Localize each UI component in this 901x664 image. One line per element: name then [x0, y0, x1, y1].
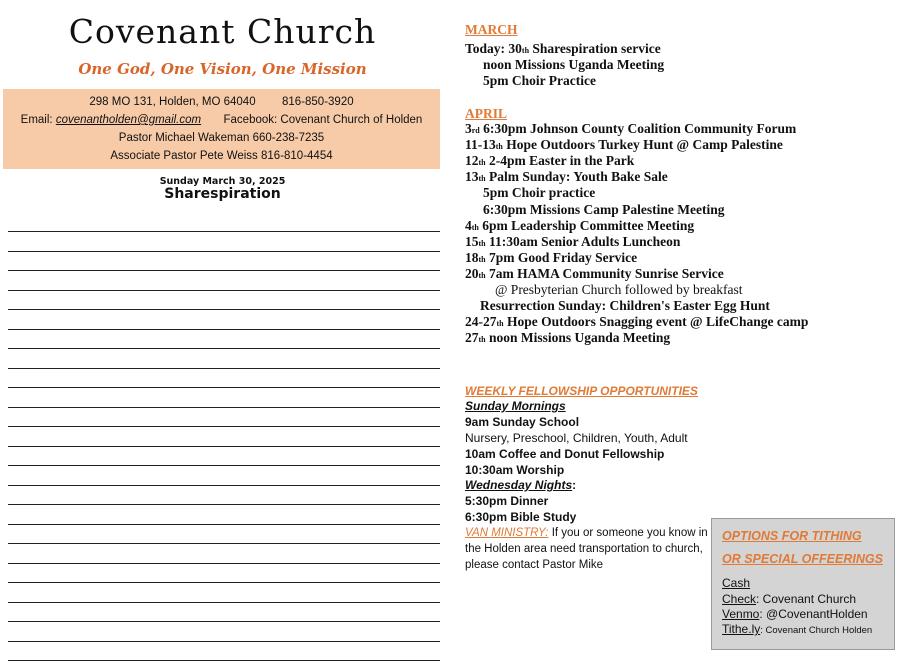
tithely-label: Tithe.ly — [722, 622, 761, 636]
event-item — [483, 73, 596, 89]
event-text: noon Missions Uganda Meeting — [485, 330, 671, 346]
event-day: Today: 30 — [465, 41, 522, 56]
event-day: 3 — [465, 121, 472, 136]
event-text: 2-4pm Easter in the Park — [485, 153, 635, 169]
note-line — [8, 368, 440, 369]
van-ministry-heading: VAN MINISTRY: — [465, 527, 549, 539]
check-label: Check — [722, 592, 757, 606]
event-text: 7pm Good Friday Service — [485, 249, 638, 265]
event-day-suffix: th — [478, 254, 486, 264]
event-text: 6:30pm Johnson County Coalition Community Forum — [479, 121, 797, 136]
note-line — [8, 231, 440, 232]
event-item — [465, 330, 670, 348]
worship: 10:30am Worship — [465, 463, 565, 477]
note-line — [8, 563, 440, 564]
event-day-suffix: th — [495, 142, 503, 152]
event-day: 4 — [465, 217, 472, 233]
pastor-line: Pastor Michael Wakeman 660-238-7235 — [118, 132, 325, 144]
note-line — [8, 290, 440, 291]
event-day: 15 — [465, 233, 479, 249]
event-day: 20 — [465, 265, 479, 281]
sunday-school-detail: Nursery, Preschool, Children, Youth, Adult — [465, 431, 688, 445]
venmo-label: Venmo — [722, 607, 760, 621]
note-line — [8, 407, 440, 408]
event-text: Sharespiration service — [529, 41, 661, 56]
event-text: 5pm Choir practice — [483, 185, 596, 201]
event-text: Palm Sunday: Youth Bake Sale — [485, 169, 668, 185]
note-line — [8, 446, 440, 447]
event-day-suffix: th — [478, 238, 486, 248]
event-day: 12 — [465, 153, 479, 169]
event-text: 11:30am Senior Adults Luncheon — [485, 233, 681, 249]
venmo-value: : @CovenantHolden — [759, 607, 868, 621]
sunday-school: 9am Sunday School — [465, 415, 580, 429]
note-line — [8, 329, 440, 330]
note-line — [8, 504, 440, 505]
event-item — [483, 57, 664, 73]
event-day: 27 — [465, 330, 479, 346]
event-text: noon Missions Uganda Meeting — [483, 57, 665, 73]
note-line — [8, 270, 440, 271]
sunday-mornings-label: Sunday Mornings — [465, 399, 566, 413]
note-line — [8, 251, 440, 252]
wednesday-colon: : — [572, 478, 577, 492]
email-line — [3, 114, 440, 126]
event-item — [483, 185, 595, 201]
event-text: 7am HAMA Community Sunrise Service — [485, 265, 724, 281]
van-ministry-text: If you or someone you know in the Holden area need transportation to church, please contact Pastor Mike — [465, 527, 708, 571]
service-name: Sharespiration — [164, 186, 281, 202]
church-tagline: One God, One Vision, One Mission — [78, 60, 367, 78]
associate-pastor-line: Associate Pastor Pete Weiss 816-810-4454 — [110, 150, 333, 162]
van-ministry — [465, 525, 713, 573]
event-text: Resurrection Sunday: Children's Easter Egg Hunt — [480, 298, 770, 314]
event-item — [480, 298, 770, 314]
note-line — [8, 465, 440, 466]
tithing-venmo — [722, 607, 868, 621]
event-text: @ Presbyterian Church followed by breakfast — [495, 282, 743, 297]
note-line — [8, 660, 440, 661]
tithing-tithely — [722, 622, 872, 636]
note-line — [8, 426, 440, 427]
note-line — [8, 348, 440, 349]
event-item — [495, 282, 743, 298]
note-line — [8, 543, 440, 544]
note-line — [8, 582, 440, 583]
event-text: Hope Outdoors Snagging event @ LifeChange camp — [503, 314, 809, 330]
tithing-heading-2: OR SPECIAL OFFEERINGS — [722, 552, 883, 566]
event-day-suffix: th — [471, 222, 479, 232]
event-day-suffix: rd — [471, 126, 480, 135]
facebook-info: Facebook: Covenant Church of Holden — [223, 114, 423, 126]
note-line — [8, 387, 440, 388]
event-day: 13 — [465, 169, 479, 185]
event-text: 6pm Leadership Committee Meeting — [478, 217, 695, 233]
note-line — [8, 485, 440, 486]
event-day-suffix: th — [496, 319, 504, 329]
tithely-value: : Covenant Church Holden — [760, 625, 873, 636]
event-day: 11-13 — [465, 137, 496, 153]
note-line — [8, 641, 440, 642]
contact-box — [3, 89, 440, 169]
april-heading: APRIL — [465, 106, 508, 121]
email-link[interactable]: covenantholden@gmail.com — [55, 114, 202, 126]
note-line — [8, 309, 440, 310]
march-heading: MARCH — [465, 22, 518, 37]
coffee-fellowship: 10am Coffee and Donut Fellowship — [465, 447, 665, 461]
email-label: Email: — [20, 114, 53, 126]
event-day: 24-27 — [465, 314, 497, 330]
event-text: 5pm Choir Practice — [483, 73, 596, 89]
service-date: Sunday March 30, 2025 — [159, 176, 286, 187]
church-title: Covenant Church — [68, 12, 377, 51]
wednesday-nights-label: Wednesday Nights — [465, 478, 573, 492]
event-day-suffix: th — [478, 335, 486, 345]
bible-study: 6:30pm Bible Study — [465, 510, 577, 524]
event-day-suffix: th — [478, 158, 486, 168]
note-line — [8, 524, 440, 525]
event-text: Hope Outdoors Turkey Hunt @ Camp Palestine — [502, 137, 783, 153]
weekly-heading: WEEKLY FELLOWSHIP OPPORTUNITIES — [465, 384, 698, 398]
event-day-suffix: th — [478, 174, 486, 184]
wednesday-nights-line — [465, 478, 576, 492]
note-line — [8, 602, 440, 603]
tithing-cash: Cash — [722, 576, 751, 590]
event-day-suffix: th — [521, 46, 530, 55]
wednesday-dinner: 5:30pm Dinner — [465, 494, 549, 508]
address: 298 MO 131, Holden, MO 64040 — [89, 96, 256, 108]
event-day: 18 — [465, 249, 479, 265]
event-day-suffix: th — [478, 270, 486, 280]
address-line — [3, 96, 440, 108]
check-value: : Covenant Church — [756, 592, 857, 606]
tithing-check — [722, 592, 856, 606]
note-line — [8, 621, 440, 622]
tithing-heading-1: OPTIONS FOR TITHING — [722, 529, 862, 543]
tithing-box — [711, 518, 895, 650]
event-item — [483, 202, 724, 218]
phone: 816-850-3920 — [282, 96, 354, 108]
event-text: 6:30pm Missions Camp Palestine Meeting — [483, 201, 725, 217]
